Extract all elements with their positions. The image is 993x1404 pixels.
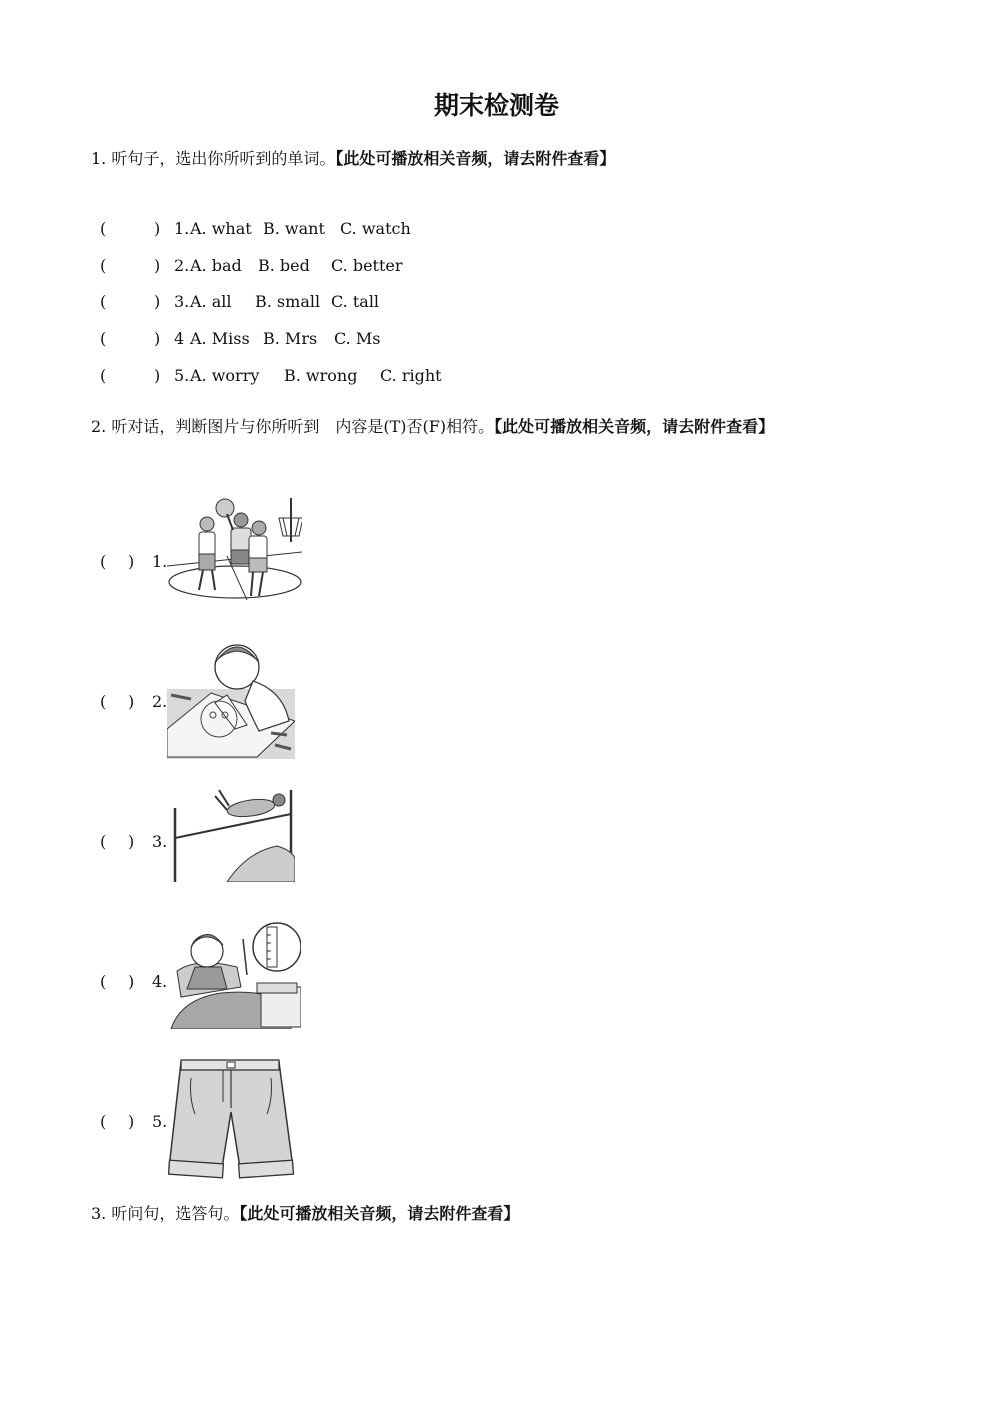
item-number: 1. <box>152 552 168 571</box>
sick-boy-in-bed-icon <box>167 915 301 1029</box>
shorts-icon <box>167 1058 295 1182</box>
option-b: B. Mrs <box>263 329 318 348</box>
answer-paren-close: ) <box>154 366 161 385</box>
answer-paren-close: ) <box>154 292 161 311</box>
item-number: 5. <box>174 366 190 385</box>
answer-paren-open[interactable]: ( <box>100 256 107 275</box>
item-number: 5. <box>152 1112 168 1131</box>
answer-paren-open[interactable]: ( <box>100 219 107 238</box>
item-number: 3. <box>152 832 168 851</box>
answer-paren-open[interactable]: ( <box>100 832 107 851</box>
option-a: A. all <box>190 292 232 311</box>
answer-paren-open[interactable]: ( <box>100 552 107 571</box>
high-jump-icon <box>167 780 295 882</box>
option-b: B. bed <box>258 256 310 275</box>
section3-heading-text: 3. 听问句，选答句。 <box>91 1204 240 1223</box>
section1-heading-text: 1. 听句子，选出你所听到的单词。 <box>91 149 336 168</box>
answer-paren-close: ) <box>128 552 135 571</box>
answer-paren-close: ) <box>128 1112 135 1131</box>
basketball-players-icon <box>167 496 302 600</box>
list-item <box>100 217 411 241</box>
option-c: C. better <box>331 256 403 275</box>
list-item <box>100 290 380 314</box>
answer-paren-close: ) <box>128 832 135 851</box>
option-c: C. watch <box>340 219 411 238</box>
answer-paren-open[interactable]: ( <box>100 366 107 385</box>
section3-heading <box>91 1201 519 1224</box>
item-number: 1. <box>174 219 190 238</box>
section2-heading-text: 2. 听对话，判断图片与你所听到 内容是(T)否(F)相符。 <box>91 417 495 436</box>
answer-paren-open[interactable]: ( <box>100 1112 107 1131</box>
list-item <box>100 364 442 388</box>
option-c: C. right <box>380 366 442 385</box>
option-b: B. wrong <box>284 366 358 385</box>
boy-drawing-icon <box>167 637 295 759</box>
answer-paren-open[interactable]: ( <box>100 329 107 348</box>
answer-paren-close: ) <box>154 219 161 238</box>
answer-paren-close: ) <box>154 256 161 275</box>
answer-paren-open[interactable]: ( <box>100 292 107 311</box>
answer-paren-close: ) <box>128 692 135 711</box>
option-a: A. worry <box>190 366 260 385</box>
option-c: C. Ms <box>334 329 381 348</box>
option-a: A. bad <box>190 256 242 275</box>
item-number: 2. <box>152 692 168 711</box>
section2-audio-note: 【此处可播放相关音频，请去附件查看】 <box>494 417 775 436</box>
answer-paren-open[interactable]: ( <box>100 692 107 711</box>
option-a: A. Miss <box>190 329 250 348</box>
option-b: B. small <box>255 292 321 311</box>
page-title: 期末检测卷 <box>433 91 559 120</box>
item-number: 4 <box>174 329 185 348</box>
item-number: 4. <box>152 972 168 991</box>
answer-paren-close: ) <box>128 972 135 991</box>
option-a: A. what <box>190 219 252 238</box>
section1-audio-note: 【此处可播放相关音频，请去附件查看】 <box>335 149 616 168</box>
item-number: 3. <box>174 292 190 311</box>
list-item <box>100 254 403 278</box>
item-number: 2. <box>174 256 190 275</box>
section3-audio-note: 【此处可播放相关音频，请去附件查看】 <box>239 1204 520 1223</box>
option-b: B. want <box>263 219 325 238</box>
answer-paren-close: ) <box>154 329 161 348</box>
list-item <box>100 327 381 351</box>
section1-heading <box>91 146 615 169</box>
section2-heading <box>91 414 774 437</box>
answer-paren-open[interactable]: ( <box>100 972 107 991</box>
option-c: C. tall <box>331 292 380 311</box>
